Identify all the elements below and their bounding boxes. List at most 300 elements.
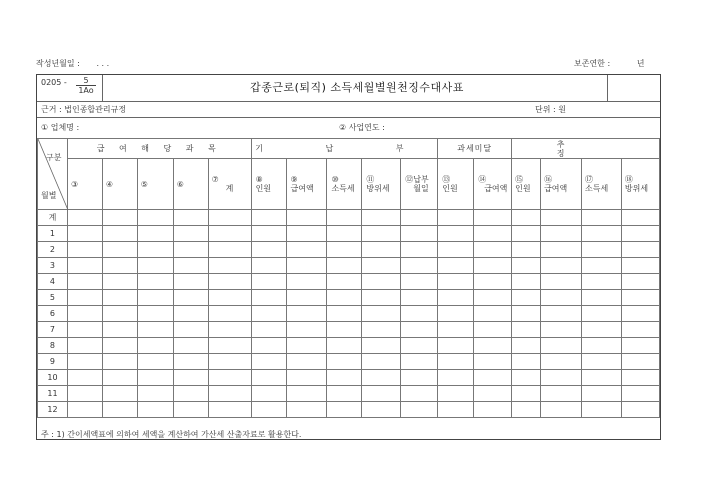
table-row xyxy=(38,274,660,290)
table-cell[interactable] xyxy=(401,306,438,322)
col-mark: ⑮ xyxy=(515,175,524,184)
table-cell[interactable] xyxy=(327,290,362,306)
table-cell[interactable] xyxy=(621,322,659,338)
col-label: 급여액 xyxy=(290,184,314,193)
table-cell[interactable] xyxy=(362,386,401,402)
table-cell[interactable] xyxy=(102,274,137,290)
table-cell[interactable] xyxy=(67,242,102,258)
month-label: 계 xyxy=(38,210,68,226)
col-label: 월일 xyxy=(413,184,429,193)
table-cell[interactable] xyxy=(67,226,102,242)
written-label: 작성년월일 : xyxy=(36,59,80,68)
table-cell[interactable] xyxy=(512,354,541,370)
table-cell[interactable] xyxy=(512,258,541,274)
table-cell[interactable] xyxy=(251,290,286,306)
table-cell[interactable] xyxy=(362,274,401,290)
table-cell[interactable] xyxy=(208,338,251,354)
table-cell[interactable] xyxy=(137,274,173,290)
month-label: 8 xyxy=(38,338,68,354)
table-cell[interactable] xyxy=(541,226,582,242)
col-mark: ⑱ xyxy=(624,175,633,184)
table-cell[interactable] xyxy=(621,338,659,354)
table-cell[interactable] xyxy=(173,402,208,418)
table-cell[interactable] xyxy=(137,402,173,418)
table-cell[interactable] xyxy=(621,226,659,242)
table-cell[interactable] xyxy=(362,226,401,242)
table-cell[interactable] xyxy=(401,226,438,242)
written-dots: . . . xyxy=(96,59,110,68)
table-row xyxy=(38,354,660,370)
table-cell[interactable] xyxy=(102,258,137,274)
table-cell[interactable] xyxy=(621,354,659,370)
table-cell[interactable] xyxy=(362,322,401,338)
table-cell[interactable] xyxy=(474,210,512,226)
group-additional-collection: 추 징 xyxy=(512,139,660,159)
table-cell[interactable] xyxy=(327,306,362,322)
table-cell[interactable] xyxy=(286,226,327,242)
table-cell[interactable] xyxy=(541,242,582,258)
table-cell[interactable] xyxy=(362,370,401,386)
table-row xyxy=(38,210,660,226)
col-label: 방위세 xyxy=(624,184,649,193)
table-cell[interactable] xyxy=(173,386,208,402)
table-cell[interactable] xyxy=(621,258,659,274)
table-cell[interactable] xyxy=(327,386,362,402)
table-cell[interactable] xyxy=(67,338,102,354)
month-label: 4 xyxy=(38,274,68,290)
title-divider xyxy=(37,101,660,102)
subheader-col xyxy=(286,159,327,210)
table-cell[interactable] xyxy=(474,338,512,354)
table-cell[interactable] xyxy=(582,242,622,258)
table-cell[interactable] xyxy=(512,290,541,306)
table-cell[interactable] xyxy=(541,338,582,354)
table-cell[interactable] xyxy=(541,370,582,386)
table-cell[interactable] xyxy=(582,290,622,306)
month-label: 5 xyxy=(38,290,68,306)
corner-cell xyxy=(38,139,68,210)
table-cell[interactable] xyxy=(208,386,251,402)
table-cell[interactable] xyxy=(474,258,512,274)
table-cell[interactable] xyxy=(621,370,659,386)
table-row xyxy=(38,258,660,274)
table-cell[interactable] xyxy=(173,290,208,306)
table-cell[interactable] xyxy=(208,226,251,242)
table-cell[interactable] xyxy=(173,258,208,274)
table-cell[interactable] xyxy=(512,402,541,418)
table-cell[interactable] xyxy=(137,354,173,370)
subheader-col xyxy=(512,159,541,210)
table-cell[interactable] xyxy=(512,226,541,242)
table-cell[interactable] xyxy=(137,290,173,306)
table-cell[interactable] xyxy=(401,370,438,386)
month-label: 12 xyxy=(38,402,68,418)
table-cell[interactable] xyxy=(137,338,173,354)
col-mark: ⑩ xyxy=(331,175,339,184)
month-label: 9 xyxy=(38,354,68,370)
month-rows xyxy=(38,210,660,418)
table-cell[interactable] xyxy=(208,258,251,274)
table-cell[interactable] xyxy=(286,290,327,306)
month-label: 3 xyxy=(38,258,68,274)
table-cell[interactable] xyxy=(208,370,251,386)
table-cell[interactable] xyxy=(286,370,327,386)
corner-bottom-label: 월별 xyxy=(41,191,57,200)
table-cell[interactable] xyxy=(582,370,622,386)
col-label: 방위세 xyxy=(366,184,390,193)
table-cell[interactable] xyxy=(137,210,173,226)
table-cell[interactable] xyxy=(512,386,541,402)
table-cell[interactable] xyxy=(102,322,137,338)
table-cell[interactable] xyxy=(137,306,173,322)
table-cell[interactable] xyxy=(327,338,362,354)
table-cell[interactable] xyxy=(286,210,327,226)
table-cell[interactable] xyxy=(512,210,541,226)
table-cell[interactable] xyxy=(621,210,659,226)
month-label: 11 xyxy=(38,386,68,402)
table-cell[interactable] xyxy=(173,210,208,226)
table-cell[interactable] xyxy=(582,210,622,226)
table-cell[interactable] xyxy=(286,354,327,370)
table-cell[interactable] xyxy=(512,242,541,258)
table-cell[interactable] xyxy=(438,322,474,338)
table-cell[interactable] xyxy=(582,354,622,370)
table-cell[interactable] xyxy=(137,386,173,402)
subheader-col xyxy=(67,159,102,210)
table-cell[interactable] xyxy=(438,226,474,242)
table-cell[interactable] xyxy=(438,242,474,258)
table-cell[interactable] xyxy=(67,274,102,290)
table-cell[interactable] xyxy=(251,274,286,290)
table-cell[interactable] xyxy=(474,402,512,418)
col-label: 인원 xyxy=(255,184,272,193)
title-divider-left xyxy=(102,75,103,101)
table-cell[interactable] xyxy=(327,354,362,370)
table-cell[interactable] xyxy=(474,322,512,338)
table-cell[interactable] xyxy=(102,290,137,306)
subheader-col xyxy=(173,159,208,210)
table-cell[interactable] xyxy=(474,242,512,258)
table-cell[interactable] xyxy=(208,210,251,226)
table-cell[interactable] xyxy=(67,258,102,274)
table-cell[interactable] xyxy=(621,242,659,258)
col-mark: ③ xyxy=(70,179,79,189)
table-cell[interactable] xyxy=(102,306,137,322)
footnote: 주 : 1) 간이세액표에 의하여 세액을 계산하여 가산세 산출자료로 활용한다. xyxy=(41,430,302,439)
table-cell[interactable] xyxy=(401,322,438,338)
table-cell[interactable] xyxy=(251,306,286,322)
table-cell[interactable] xyxy=(251,226,286,242)
table-row xyxy=(38,290,660,306)
table-cell[interactable] xyxy=(251,242,286,258)
table-cell[interactable] xyxy=(67,402,102,418)
table-cell[interactable] xyxy=(401,210,438,226)
form-code-fraction xyxy=(76,76,96,95)
col-label: 인원 xyxy=(515,184,531,193)
month-label: 6 xyxy=(38,306,68,322)
form-sheet xyxy=(36,74,661,440)
table-cell[interactable] xyxy=(401,274,438,290)
table-cell[interactable] xyxy=(67,322,102,338)
form-title: 갑종근로(퇴직) 소득세월별원천징수대사표 xyxy=(250,81,464,94)
retention-period xyxy=(574,59,644,69)
table-cell[interactable] xyxy=(541,274,582,290)
table-cell[interactable] xyxy=(401,258,438,274)
table-cell[interactable] xyxy=(401,402,438,418)
table-cell[interactable] xyxy=(621,386,659,402)
table-cell[interactable] xyxy=(474,354,512,370)
table-cell[interactable] xyxy=(362,402,401,418)
basis-text: 근거 : 법인종합관리규정 xyxy=(41,105,127,114)
table-cell[interactable] xyxy=(173,338,208,354)
table-cell[interactable] xyxy=(474,386,512,402)
table-cell[interactable] xyxy=(621,274,659,290)
table-cell[interactable] xyxy=(286,274,327,290)
table-cell[interactable] xyxy=(327,274,362,290)
table-row xyxy=(38,338,660,354)
table-cell[interactable] xyxy=(67,370,102,386)
table-row xyxy=(38,386,660,402)
table-cell[interactable] xyxy=(173,354,208,370)
table-cell[interactable] xyxy=(438,402,474,418)
table-row xyxy=(38,370,660,386)
table-cell[interactable] xyxy=(102,402,137,418)
table-cell[interactable] xyxy=(438,210,474,226)
table-cell[interactable] xyxy=(327,226,362,242)
table-cell[interactable] xyxy=(102,338,137,354)
table-cell[interactable] xyxy=(208,274,251,290)
table-cell[interactable] xyxy=(401,242,438,258)
table-cell[interactable] xyxy=(582,258,622,274)
table-cell[interactable] xyxy=(208,402,251,418)
subheader-col xyxy=(401,159,438,210)
col-mark: ⑨ xyxy=(290,175,298,184)
table-cell[interactable] xyxy=(173,274,208,290)
corner-top-label: 구분 xyxy=(46,153,62,162)
table-row xyxy=(38,322,660,338)
table-cell[interactable] xyxy=(286,306,327,322)
table-cell[interactable] xyxy=(541,354,582,370)
table-cell[interactable] xyxy=(582,226,622,242)
table-cell[interactable] xyxy=(208,306,251,322)
table-cell[interactable] xyxy=(541,306,582,322)
table-cell[interactable] xyxy=(173,322,208,338)
subheader-col xyxy=(137,159,173,210)
table-cell[interactable] xyxy=(438,274,474,290)
table-cell[interactable] xyxy=(582,274,622,290)
table-cell[interactable] xyxy=(327,210,362,226)
table-cell[interactable] xyxy=(251,386,286,402)
table-cell[interactable] xyxy=(137,226,173,242)
table-cell[interactable] xyxy=(438,354,474,370)
table-cell[interactable] xyxy=(173,242,208,258)
table-cell[interactable] xyxy=(251,370,286,386)
subheader-col xyxy=(582,159,622,210)
col-mark: ④ xyxy=(105,179,114,189)
table-cell[interactable] xyxy=(582,322,622,338)
table-cell[interactable] xyxy=(67,386,102,402)
table-cell[interactable] xyxy=(251,210,286,226)
group-below-taxable: 과세미달 xyxy=(438,139,512,159)
table-cell[interactable] xyxy=(438,290,474,306)
table-cell[interactable] xyxy=(251,354,286,370)
table-cell[interactable] xyxy=(512,274,541,290)
table-cell[interactable] xyxy=(67,210,102,226)
table-cell[interactable] xyxy=(438,306,474,322)
subheader-col xyxy=(474,159,512,210)
table-cell[interactable] xyxy=(137,370,173,386)
month-label: 10 xyxy=(38,370,68,386)
table-cell[interactable] xyxy=(401,386,438,402)
form-code-denominator: 1Ao xyxy=(78,86,94,95)
form-code: 0205 - xyxy=(41,78,67,87)
table-cell[interactable] xyxy=(251,338,286,354)
col-label: 소득세 xyxy=(331,184,355,193)
table-cell[interactable] xyxy=(102,386,137,402)
table-cell[interactable] xyxy=(621,290,659,306)
col-label: 계 xyxy=(225,184,234,193)
table-cell[interactable] xyxy=(621,306,659,322)
table-cell[interactable] xyxy=(621,402,659,418)
table-cell[interactable] xyxy=(362,354,401,370)
col-label: 인원 xyxy=(442,184,458,193)
table-cell[interactable] xyxy=(541,386,582,402)
col-mark: ⑯ xyxy=(544,175,553,184)
subheader-col-total xyxy=(208,159,251,210)
table-cell[interactable] xyxy=(286,242,327,258)
col-label: 소득세 xyxy=(585,184,609,193)
retention-label: 보존연한 : xyxy=(574,59,611,68)
table-cell[interactable] xyxy=(438,258,474,274)
table-cell[interactable] xyxy=(67,306,102,322)
table-cell[interactable] xyxy=(438,370,474,386)
table-cell[interactable] xyxy=(102,370,137,386)
table-cell[interactable] xyxy=(582,306,622,322)
col-mark: ⑪ xyxy=(366,175,375,184)
table-row xyxy=(38,402,660,418)
table-cell[interactable] xyxy=(67,290,102,306)
table-cell[interactable] xyxy=(327,322,362,338)
table-cell[interactable] xyxy=(286,322,327,338)
table-cell[interactable] xyxy=(362,338,401,354)
table-cell[interactable] xyxy=(362,210,401,226)
table-cell[interactable] xyxy=(327,242,362,258)
table-cell[interactable] xyxy=(102,242,137,258)
table-cell[interactable] xyxy=(102,354,137,370)
table-cell[interactable] xyxy=(512,338,541,354)
table-cell[interactable] xyxy=(401,290,438,306)
table-cell[interactable] xyxy=(208,322,251,338)
table-row xyxy=(38,242,660,258)
table-cell[interactable] xyxy=(102,210,137,226)
table-cell[interactable] xyxy=(362,290,401,306)
table-cell[interactable] xyxy=(286,338,327,354)
table-cell[interactable] xyxy=(541,258,582,274)
table-cell[interactable] xyxy=(102,226,137,242)
table-cell[interactable] xyxy=(438,386,474,402)
col-mark: ⑰ xyxy=(585,175,593,184)
table-cell[interactable] xyxy=(362,242,401,258)
month-label: 2 xyxy=(38,242,68,258)
table-cell[interactable] xyxy=(438,338,474,354)
table-cell[interactable] xyxy=(474,370,512,386)
table-row xyxy=(38,226,660,242)
col-label: 급여액 xyxy=(484,184,508,193)
table-cell[interactable] xyxy=(251,322,286,338)
table-cell[interactable] xyxy=(327,370,362,386)
table-cell[interactable] xyxy=(541,290,582,306)
table-cell[interactable] xyxy=(362,258,401,274)
table-cell[interactable] xyxy=(286,258,327,274)
table-cell[interactable] xyxy=(474,274,512,290)
subheader-col xyxy=(327,159,362,210)
table-cell[interactable] xyxy=(541,322,582,338)
table-cell[interactable] xyxy=(208,354,251,370)
col-mark: ⑥ xyxy=(176,179,184,189)
table-cell[interactable] xyxy=(286,402,327,418)
subheader-col xyxy=(621,159,659,210)
group-salary-items: 급 여 해 당 과 목 xyxy=(67,139,251,159)
table-cell[interactable] xyxy=(251,258,286,274)
table-cell[interactable] xyxy=(512,370,541,386)
col-mark: ⑦ xyxy=(211,175,219,184)
form-code-numerator: 5 xyxy=(76,76,96,86)
table-cell[interactable] xyxy=(401,338,438,354)
table-cell[interactable] xyxy=(541,402,582,418)
table-row xyxy=(38,306,660,322)
table-cell[interactable] xyxy=(137,322,173,338)
table-cell[interactable] xyxy=(582,338,622,354)
month-label: 1 xyxy=(38,226,68,242)
col-mark: ⑬ xyxy=(442,175,451,184)
table-cell[interactable] xyxy=(173,306,208,322)
subheader-col xyxy=(102,159,137,210)
title-divider-right xyxy=(607,75,608,101)
table-cell[interactable] xyxy=(327,258,362,274)
table-cell[interactable] xyxy=(474,306,512,322)
group-prepaid: 기 납 부 xyxy=(251,139,438,159)
table-cell[interactable] xyxy=(582,402,622,418)
table-cell[interactable] xyxy=(286,386,327,402)
col-mark: ⑧ xyxy=(255,175,263,184)
table-cell[interactable] xyxy=(474,226,512,242)
table-cell[interactable] xyxy=(208,242,251,258)
month-label: 7 xyxy=(38,322,68,338)
table-cell[interactable] xyxy=(173,226,208,242)
table-cell[interactable] xyxy=(251,402,286,418)
table-cell[interactable] xyxy=(401,354,438,370)
table-cell[interactable] xyxy=(327,402,362,418)
table-cell[interactable] xyxy=(512,306,541,322)
table-cell[interactable] xyxy=(173,370,208,386)
table-cell[interactable] xyxy=(512,322,541,338)
subheader-col xyxy=(541,159,582,210)
table-cell[interactable] xyxy=(137,258,173,274)
table-cell[interactable] xyxy=(67,354,102,370)
table-cell[interactable] xyxy=(137,242,173,258)
table-cell[interactable] xyxy=(474,290,512,306)
table-cell[interactable] xyxy=(362,306,401,322)
basis-divider xyxy=(37,117,660,118)
table-cell[interactable] xyxy=(582,386,622,402)
subheader-col xyxy=(251,159,286,210)
col-label: 급여액 xyxy=(544,184,568,193)
subheader-col xyxy=(362,159,401,210)
table-cell[interactable] xyxy=(208,290,251,306)
col-mark: ⑤ xyxy=(140,179,148,189)
company-name-label: ① 업체명 : xyxy=(41,123,80,132)
table-cell[interactable] xyxy=(541,210,582,226)
